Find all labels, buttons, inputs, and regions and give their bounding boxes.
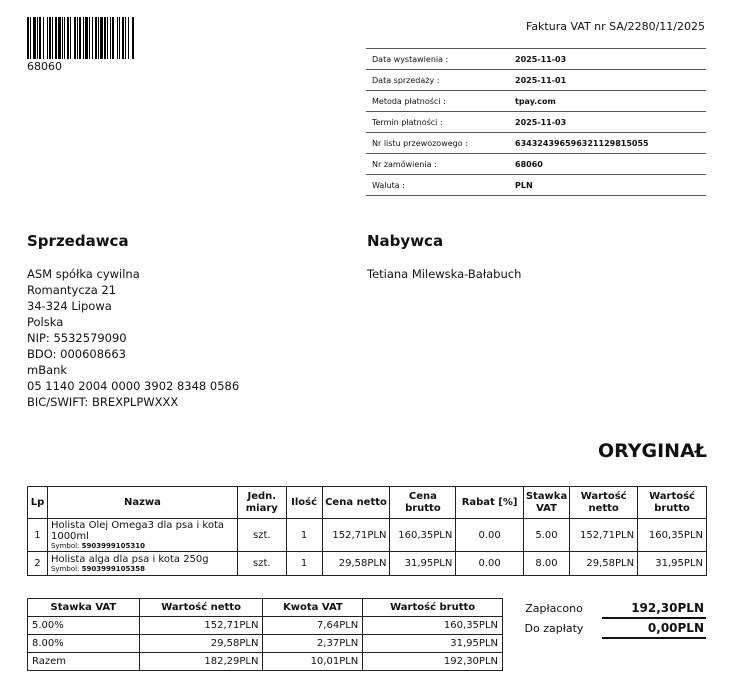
barcode-bar bbox=[33, 17, 36, 59]
meta-row bbox=[366, 49, 706, 70]
barcode-bar bbox=[107, 17, 108, 59]
copy-label: ORYGINAŁ bbox=[598, 440, 707, 462]
table-row bbox=[28, 552, 707, 576]
item-symbol: Symbol: 5903999105358 bbox=[50, 565, 145, 573]
vat-summary-table bbox=[27, 598, 503, 671]
vat-gross: 31,95PLN bbox=[363, 635, 503, 653]
col-name: Nazwa bbox=[47, 487, 237, 519]
item-name-cell bbox=[47, 519, 237, 552]
item-lp: 1 bbox=[28, 519, 48, 552]
barcode-bar bbox=[128, 17, 129, 59]
payment-summary bbox=[506, 598, 706, 639]
item-name: Holista Olej Omega3 dla psa i kota 1000ml bbox=[50, 520, 224, 542]
barcode-bar bbox=[98, 17, 99, 59]
item-lp: 2 bbox=[28, 552, 48, 576]
col-vat-rate: Stawka VAT bbox=[28, 599, 140, 617]
seller-line: mBank bbox=[27, 363, 68, 377]
barcode-bar bbox=[30, 17, 31, 59]
barcode-bar bbox=[85, 17, 88, 59]
item-symbol: Symbol: 5903999105310 bbox=[50, 542, 145, 550]
meta-row bbox=[366, 133, 706, 154]
barcode-bar bbox=[89, 17, 90, 59]
paid-value: 192,30PLN bbox=[602, 598, 706, 618]
buyer-details bbox=[367, 266, 521, 282]
seller-heading: Sprzedawca bbox=[27, 232, 129, 250]
item-gross-price: 160,35PLN bbox=[390, 519, 456, 552]
meta-value: PLN bbox=[509, 175, 706, 196]
meta-label: Nr zamówienia : bbox=[366, 154, 509, 175]
vat-amount: 7,64PLN bbox=[263, 617, 363, 635]
col-lp: Lp bbox=[28, 487, 48, 519]
barcode-bar bbox=[47, 17, 48, 59]
vat-amount: 2,37PLN bbox=[263, 635, 363, 653]
barcode-bar bbox=[37, 17, 38, 59]
vat-net: 152,71PLN bbox=[139, 617, 263, 635]
barcode-bar bbox=[83, 17, 84, 59]
item-vat-rate: 8.00 bbox=[523, 552, 569, 576]
col-discount: Rabat [%] bbox=[456, 487, 523, 519]
meta-label: Nr listu przewozowego : bbox=[366, 133, 509, 154]
vat-rate: Razem bbox=[28, 653, 140, 671]
barcode-bar bbox=[95, 17, 97, 59]
meta-row bbox=[366, 175, 706, 196]
seller-line: 05 1140 2004 0000 3902 8348 0586 bbox=[27, 379, 240, 393]
meta-value: 6343243965963211298150​55 bbox=[509, 133, 706, 154]
barcode-bar bbox=[125, 17, 126, 59]
col-vat-amount: Kwota VAT bbox=[263, 599, 363, 617]
meta-value: 2025-11-01 bbox=[509, 70, 706, 91]
meta-label: Metoda płatności : bbox=[366, 91, 509, 112]
barcode-bar bbox=[104, 17, 106, 59]
meta-row bbox=[366, 154, 706, 175]
col-vat-gross: Wartość brutto bbox=[363, 599, 503, 617]
barcode-bar bbox=[70, 17, 71, 59]
items-header-row bbox=[28, 487, 707, 519]
meta-row bbox=[366, 70, 706, 91]
vat-net: 29,58PLN bbox=[139, 635, 263, 653]
paid-label: Zapłacono bbox=[525, 601, 583, 615]
item-name: Holista alga dla psa i kota 250g bbox=[50, 554, 209, 565]
due-value: 0,00PLN bbox=[602, 618, 706, 638]
col-qty: Ilość bbox=[286, 487, 322, 519]
col-net-value: Wartość netto bbox=[570, 487, 638, 519]
barcode-number: 68060 bbox=[27, 60, 62, 73]
item-discount: 0.00 bbox=[456, 552, 523, 576]
barcode-bar bbox=[64, 17, 65, 59]
vat-gross: 192,30PLN bbox=[363, 653, 503, 671]
meta-row bbox=[366, 91, 706, 112]
seller-line: 34-324 Lipowa bbox=[27, 299, 112, 313]
barcode-bar bbox=[49, 17, 51, 59]
seller-details bbox=[27, 266, 239, 410]
item-gross-value: 31,95PLN bbox=[638, 552, 707, 576]
barcode-bar bbox=[52, 17, 53, 59]
item-gross-value: 160,35PLN bbox=[638, 519, 707, 552]
item-name-cell bbox=[47, 552, 237, 576]
col-vat-rate: Stawka VAT bbox=[523, 487, 569, 519]
paid-row bbox=[506, 598, 706, 618]
barcode-icon bbox=[27, 17, 159, 59]
item-discount: 0.00 bbox=[456, 519, 523, 552]
barcode-bar bbox=[110, 17, 111, 59]
table-row bbox=[28, 635, 503, 653]
col-vat-net: Wartość netto bbox=[139, 599, 263, 617]
col-net-price: Cena netto bbox=[322, 487, 390, 519]
barcode-bar bbox=[27, 17, 29, 59]
seller-line: Romantycza 21 bbox=[27, 283, 117, 297]
barcode-bar bbox=[43, 17, 44, 59]
barcode-bar bbox=[74, 17, 76, 59]
item-net-price: 29,58PLN bbox=[322, 552, 390, 576]
barcode-bar bbox=[39, 17, 41, 59]
meta-value: 2025-11-03 bbox=[509, 49, 706, 70]
due-row bbox=[506, 618, 706, 638]
meta-value: 68060 bbox=[509, 154, 706, 175]
meta-row bbox=[366, 112, 706, 133]
barcode-bar bbox=[112, 17, 114, 59]
barcode-bar bbox=[122, 17, 124, 59]
item-net-price: 152,71PLN bbox=[322, 519, 390, 552]
meta-value: tpay.com bbox=[509, 91, 706, 112]
buyer-heading: Nabywca bbox=[367, 232, 444, 250]
vat-net: 182,29PLN bbox=[139, 653, 263, 671]
meta-label: Data sprzedaży : bbox=[366, 70, 509, 91]
seller-line: Polska bbox=[27, 315, 64, 329]
barcode-bar bbox=[100, 17, 103, 59]
barcode-bar bbox=[117, 17, 118, 59]
invoice-meta-table bbox=[366, 48, 706, 196]
barcode-bar bbox=[79, 17, 81, 59]
barcode-bar bbox=[55, 17, 57, 59]
seller-line: BDO: 000608663 bbox=[27, 347, 126, 361]
seller-line: NIP: 5532579090 bbox=[27, 331, 127, 345]
col-gross-price: Cena brutto bbox=[390, 487, 456, 519]
barcode-bar bbox=[67, 17, 69, 59]
table-row bbox=[28, 617, 503, 635]
seller-line: ASM spółka cywilna bbox=[27, 267, 140, 281]
meta-label: Waluta : bbox=[366, 175, 509, 196]
item-unit: szt. bbox=[237, 519, 286, 552]
items-table bbox=[27, 486, 707, 576]
vat-rate: 5.00% bbox=[28, 617, 140, 635]
barcode-bar bbox=[132, 17, 134, 59]
barcode-bar bbox=[92, 17, 93, 59]
vat-header-row bbox=[28, 599, 503, 617]
vat-rate: 8.00% bbox=[28, 635, 140, 653]
item-unit: szt. bbox=[237, 552, 286, 576]
item-qty: 1 bbox=[286, 552, 322, 576]
col-gross-value: Wartość brutto bbox=[638, 487, 707, 519]
item-vat-rate: 5.00 bbox=[523, 519, 569, 552]
seller-line: BIC/SWIFT: BREXPLPWXXX bbox=[27, 395, 179, 409]
table-row bbox=[28, 653, 503, 671]
table-row bbox=[28, 519, 707, 552]
barcode-bar bbox=[62, 17, 63, 59]
meta-value: 2025-11-03 bbox=[509, 112, 706, 133]
vat-gross: 160,35PLN bbox=[363, 617, 503, 635]
buyer-line: Tetiana Milewska-Bałabuch bbox=[367, 267, 522, 281]
barcode-bar bbox=[77, 17, 78, 59]
invoice-title: Faktura VAT nr SA/2280/11/2025 bbox=[526, 20, 705, 33]
item-net-value: 29,58PLN bbox=[570, 552, 638, 576]
barcode-bar bbox=[58, 17, 61, 59]
item-gross-price: 31,95PLN bbox=[390, 552, 456, 576]
vat-amount: 10,01PLN bbox=[263, 653, 363, 671]
meta-label: Termin płatności : bbox=[366, 112, 509, 133]
barcode-bar bbox=[119, 17, 120, 59]
col-unit: Jedn. miary bbox=[237, 487, 286, 519]
meta-label: Data wystawienia : bbox=[366, 49, 509, 70]
due-label: Do zapłaty bbox=[524, 621, 584, 635]
item-qty: 1 bbox=[286, 519, 322, 552]
item-net-value: 152,71PLN bbox=[570, 519, 638, 552]
